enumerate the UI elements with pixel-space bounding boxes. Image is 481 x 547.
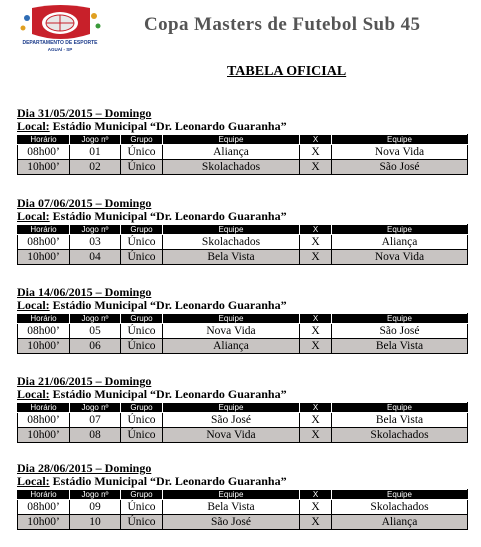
day-block <box>17 286 467 354</box>
game-number: 08 <box>70 428 121 443</box>
game-row <box>18 324 468 339</box>
venue-line <box>17 210 467 223</box>
game-number: 10 <box>70 515 121 530</box>
venue-line <box>17 388 467 401</box>
table-header-row <box>18 403 468 413</box>
header-game: Jogo nº <box>70 490 121 500</box>
versus-mark: X <box>300 145 332 160</box>
header-team-a: Equipe <box>163 135 300 145</box>
game-row <box>18 250 468 265</box>
header-time: Horário <box>18 135 70 145</box>
team-a: Aliança <box>163 339 300 354</box>
game-group: Único <box>121 339 163 354</box>
logo-caption-2: AGUAÍ - SP <box>47 47 73 52</box>
header-group: Grupo <box>121 403 163 413</box>
games-table <box>17 313 468 354</box>
game-group: Único <box>121 324 163 339</box>
game-group: Único <box>121 235 163 250</box>
versus-mark: X <box>300 339 332 354</box>
team-b: São José <box>332 160 468 175</box>
game-number: 04 <box>70 250 121 265</box>
versus-mark: X <box>300 413 332 428</box>
header-group: Grupo <box>121 135 163 145</box>
game-group: Único <box>121 515 163 530</box>
header-vs: X <box>300 225 332 235</box>
logo-emblem-icon <box>14 4 106 56</box>
game-time: 08h00’ <box>18 324 70 339</box>
game-number: 05 <box>70 324 121 339</box>
day-block <box>17 107 467 175</box>
games-table <box>17 489 468 530</box>
team-b: Bela Vista <box>332 339 468 354</box>
game-number: 09 <box>70 500 121 515</box>
versus-mark: X <box>300 500 332 515</box>
team-a: Skolachados <box>163 235 300 250</box>
team-a: Nova Vida <box>163 428 300 443</box>
team-b: Nova Vida <box>332 250 468 265</box>
game-group: Único <box>121 500 163 515</box>
team-b: Skolachados <box>332 428 468 443</box>
game-time: 10h00’ <box>18 515 70 530</box>
game-time: 08h00’ <box>18 500 70 515</box>
versus-mark: X <box>300 250 332 265</box>
versus-mark: X <box>300 515 332 530</box>
table-header-row <box>18 135 468 145</box>
header-time: Horário <box>18 403 70 413</box>
venue-line <box>17 120 467 133</box>
header-time: Horário <box>18 314 70 324</box>
day-block <box>17 375 467 443</box>
header-vs: X <box>300 314 332 324</box>
header-team-b: Equipe <box>332 225 468 235</box>
venue-label: Local: <box>17 298 50 312</box>
day-title: Dia 07/06/2015 – Domingo <box>17 196 152 210</box>
day-title: Dia 21/06/2015 – Domingo <box>17 374 152 388</box>
game-group: Único <box>121 160 163 175</box>
game-group: Único <box>121 428 163 443</box>
header-vs: X <box>300 490 332 500</box>
game-time: 10h00’ <box>18 428 70 443</box>
game-group: Único <box>121 145 163 160</box>
venue-name: Estádio Municipal “Dr. Leonardo Guaranha” <box>52 209 287 223</box>
game-row <box>18 235 468 250</box>
game-row <box>18 160 468 175</box>
header-team-b: Equipe <box>332 314 468 324</box>
team-a: São José <box>163 515 300 530</box>
table-header-row <box>18 225 468 235</box>
official-table-heading: TABELA OFICIAL <box>227 64 347 79</box>
header-time: Horário <box>18 225 70 235</box>
game-number: 03 <box>70 235 121 250</box>
header-game: Jogo nº <box>70 225 121 235</box>
venue-label: Local: <box>17 119 50 133</box>
page-title: Copa Masters de Futebol Sub 45 <box>144 14 421 35</box>
header-vs: X <box>300 403 332 413</box>
header-team-b: Equipe <box>332 135 468 145</box>
venue-name: Estádio Municipal “Dr. Leonardo Guaranha” <box>52 474 287 488</box>
team-a: Bela Vista <box>163 500 300 515</box>
game-row <box>18 515 468 530</box>
table-header-row <box>18 314 468 324</box>
header-team-b: Equipe <box>332 490 468 500</box>
day-block <box>17 462 467 530</box>
header-group: Grupo <box>121 225 163 235</box>
games-table <box>17 402 468 443</box>
header-team-a: Equipe <box>163 490 300 500</box>
header-game: Jogo nº <box>70 135 121 145</box>
games-table <box>17 224 468 265</box>
venue-label: Local: <box>17 209 50 223</box>
games-table <box>17 134 468 175</box>
game-time: 08h00’ <box>18 235 70 250</box>
table-header-row <box>18 490 468 500</box>
game-time: 08h00’ <box>18 413 70 428</box>
header-team-b: Equipe <box>332 403 468 413</box>
team-b: Aliança <box>332 235 468 250</box>
game-group: Único <box>121 250 163 265</box>
game-time: 08h00’ <box>18 145 70 160</box>
day-title: Dia 31/05/2015 – Domingo <box>17 106 152 120</box>
header-group: Grupo <box>121 314 163 324</box>
team-a: São José <box>163 413 300 428</box>
header-team-a: Equipe <box>163 225 300 235</box>
header-game: Jogo nº <box>70 314 121 324</box>
team-a: Skolachados <box>163 160 300 175</box>
team-b: Bela Vista <box>332 413 468 428</box>
versus-mark: X <box>300 160 332 175</box>
header-vs: X <box>300 135 332 145</box>
header-group: Grupo <box>121 490 163 500</box>
game-row <box>18 413 468 428</box>
team-b: Nova Vida <box>332 145 468 160</box>
team-a: Bela Vista <box>163 250 300 265</box>
team-a: Aliança <box>163 145 300 160</box>
game-number: 07 <box>70 413 121 428</box>
versus-mark: X <box>300 324 332 339</box>
header-time: Horário <box>18 490 70 500</box>
venue-name: Estádio Municipal “Dr. Leonardo Guaranha” <box>52 119 287 133</box>
game-row <box>18 500 468 515</box>
game-row <box>18 428 468 443</box>
team-a: Nova Vida <box>163 324 300 339</box>
team-b: Skolachados <box>332 500 468 515</box>
team-b: Aliança <box>332 515 468 530</box>
game-time: 10h00’ <box>18 250 70 265</box>
game-number: 06 <box>70 339 121 354</box>
day-title: Dia 28/06/2015 – Domingo <box>17 461 152 475</box>
team-b: São José <box>332 324 468 339</box>
header-team-a: Equipe <box>163 403 300 413</box>
venue-name: Estádio Municipal “Dr. Leonardo Guaranha” <box>52 298 287 312</box>
game-group: Único <box>121 413 163 428</box>
venue-label: Local: <box>17 474 50 488</box>
game-time: 10h00’ <box>18 339 70 354</box>
game-time: 10h00’ <box>18 160 70 175</box>
game-number: 02 <box>70 160 121 175</box>
versus-mark: X <box>300 235 332 250</box>
game-row <box>18 339 468 354</box>
venue-label: Local: <box>17 387 50 401</box>
day-block <box>17 197 467 265</box>
game-row <box>18 145 468 160</box>
venue-line <box>17 475 467 488</box>
versus-mark: X <box>300 428 332 443</box>
day-title: Dia 14/06/2015 – Domingo <box>17 285 152 299</box>
department-logo <box>14 4 106 56</box>
venue-line <box>17 299 467 312</box>
venue-name: Estádio Municipal “Dr. Leonardo Guaranha” <box>52 387 287 401</box>
header-team-a: Equipe <box>163 314 300 324</box>
game-number: 01 <box>70 145 121 160</box>
header-game: Jogo nº <box>70 403 121 413</box>
logo-caption-1: DEPARTAMENTO DE ESPORTE <box>22 40 98 46</box>
